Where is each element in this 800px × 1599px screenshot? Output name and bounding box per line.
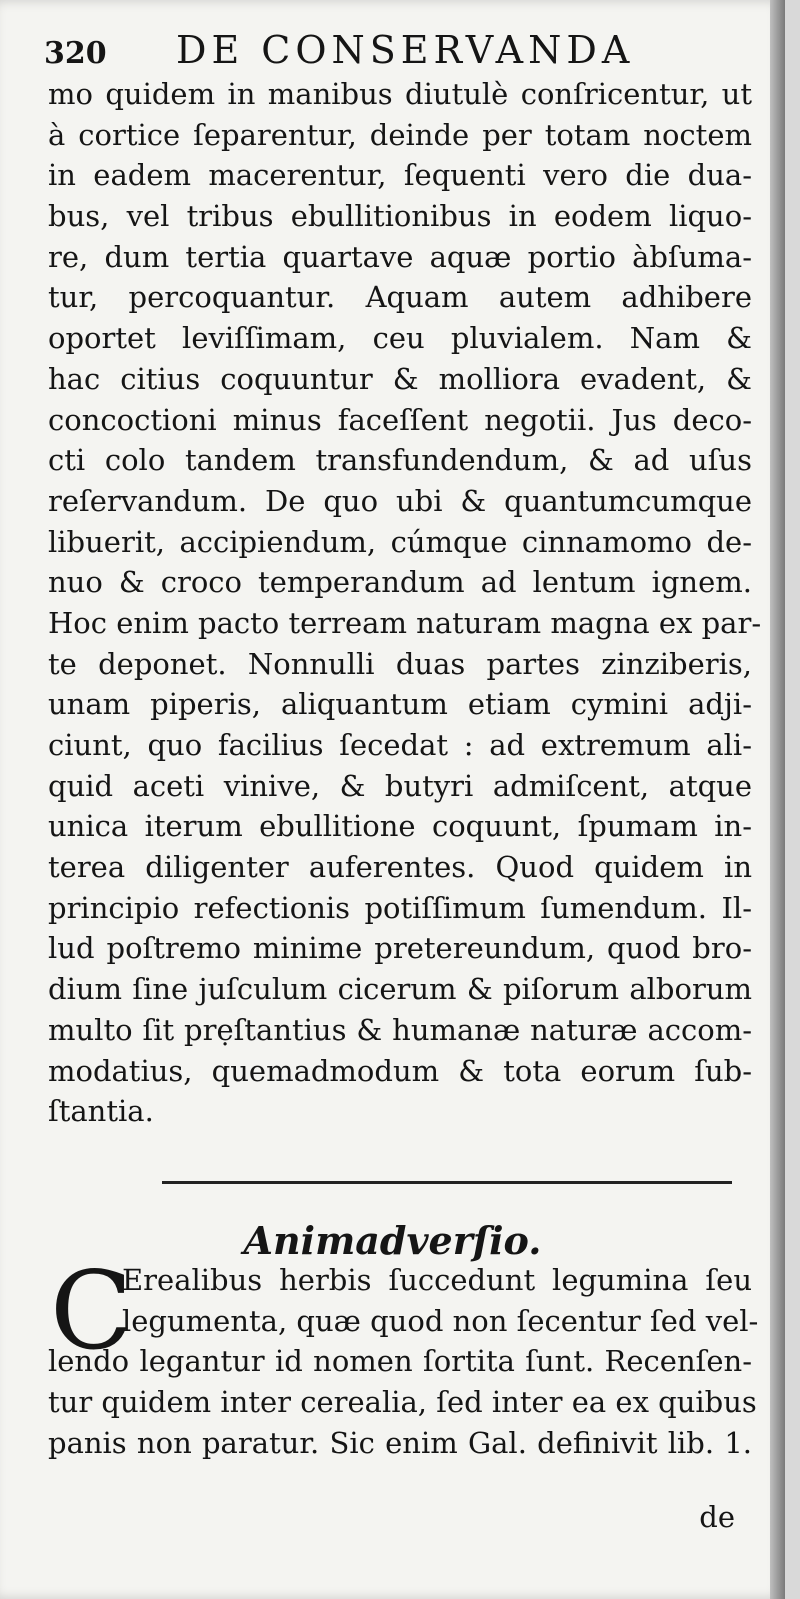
text-line: in eadem macerentur, ſequenti vero die dua- bbox=[48, 158, 752, 193]
text-line: Hoc enim pacto terream naturam magna ex par- bbox=[48, 605, 762, 640]
text-line: reſervandum. De quo ubi & quantumcumque bbox=[48, 483, 752, 518]
text-line: mo quidem in manibus diutulè conſricentur, ut bbox=[48, 77, 752, 111]
text-line: à cortice ſeparentur, deinde per totam noctem bbox=[48, 117, 752, 152]
text-line: dium ſine juſculum cicerum & piſorum alborum bbox=[48, 972, 752, 1007]
text-line: concoctioni minus faceſſent negotii. Jus deco- bbox=[48, 402, 752, 437]
text-line: ciunt, quo facilius ſecedat : ad extremum ali- bbox=[48, 728, 752, 762]
text-line: re, dum tertia quartave aquæ portio àbſuma- bbox=[48, 239, 752, 274]
text-line: nuo & croco temperandum ad lentum ignem. bbox=[48, 565, 752, 600]
text-line: oportet leviſſimam, ceu pluvialem. Nam & bbox=[48, 321, 752, 356]
text-line: bus, vel tribus ebullitionibus in eodem liquo- bbox=[48, 199, 752, 234]
text-line: legumenta, quæ quod non ſecentur ſed vel- bbox=[122, 1303, 759, 1338]
text-line: tur, percoquantur. Aquam autem adhibere bbox=[48, 280, 752, 315]
main-text-block bbox=[48, 74, 762, 1132]
text-line: cti colo tandem transfundendum, & ad uſus bbox=[48, 443, 752, 478]
text-line: libuerit, accipiendum, cúmque cinnamomo de- bbox=[48, 524, 752, 559]
catchword: de bbox=[699, 1500, 735, 1534]
text-line: tur quidem inter cerealia, ſed inter ea ex quibus bbox=[48, 1385, 757, 1420]
text-line: principio refectionis potiſſimum ſumendum. Il- bbox=[48, 890, 752, 925]
text-line: lendo legantur id nomen ſortita ſunt. Recenſen- bbox=[48, 1344, 752, 1379]
text-line: te deponet. Nonnulli duas partes zinziberis, bbox=[48, 646, 752, 681]
page-edge-shadow bbox=[770, 0, 785, 1599]
text-line: hac citius coquuntur & molliora evadent, & bbox=[48, 361, 752, 396]
text-line: quid aceti vinive, & butyri admiſcent, atque bbox=[48, 768, 752, 803]
drop-cap: C bbox=[50, 1249, 133, 1374]
section-divider bbox=[162, 1181, 732, 1184]
text-line: unam piperis, aliquantum etiam cymini adji- bbox=[48, 687, 752, 722]
page-header bbox=[44, 28, 744, 72]
section-title: Animadverſio. bbox=[243, 1218, 542, 1263]
running-head: DE CONSERVANDA bbox=[176, 28, 635, 72]
text-line: panis non paratur. Sic enim Gal. definivit lib. 1. bbox=[48, 1425, 752, 1460]
text-line: multo ſit prẹſtantius & humanæ naturæ accom- bbox=[48, 1012, 752, 1047]
text-line: Erealibus herbis ſuccedunt legumina ſeu bbox=[122, 1263, 752, 1297]
text-line: unica iterum ebullitione coquunt, ſpumam in- bbox=[48, 809, 752, 844]
text-line: terea diligenter auferentes. Quod quidem in bbox=[48, 850, 752, 885]
text-line: modatius, quemadmodum & tota eorum ſub- bbox=[48, 1053, 752, 1088]
text-line: lud poſtremo minime pretereundum, quod bro- bbox=[48, 931, 752, 966]
text-line: ſtantia. bbox=[48, 1094, 154, 1129]
section-text-block bbox=[48, 1249, 759, 1463]
page-number: 320 bbox=[44, 36, 107, 71]
